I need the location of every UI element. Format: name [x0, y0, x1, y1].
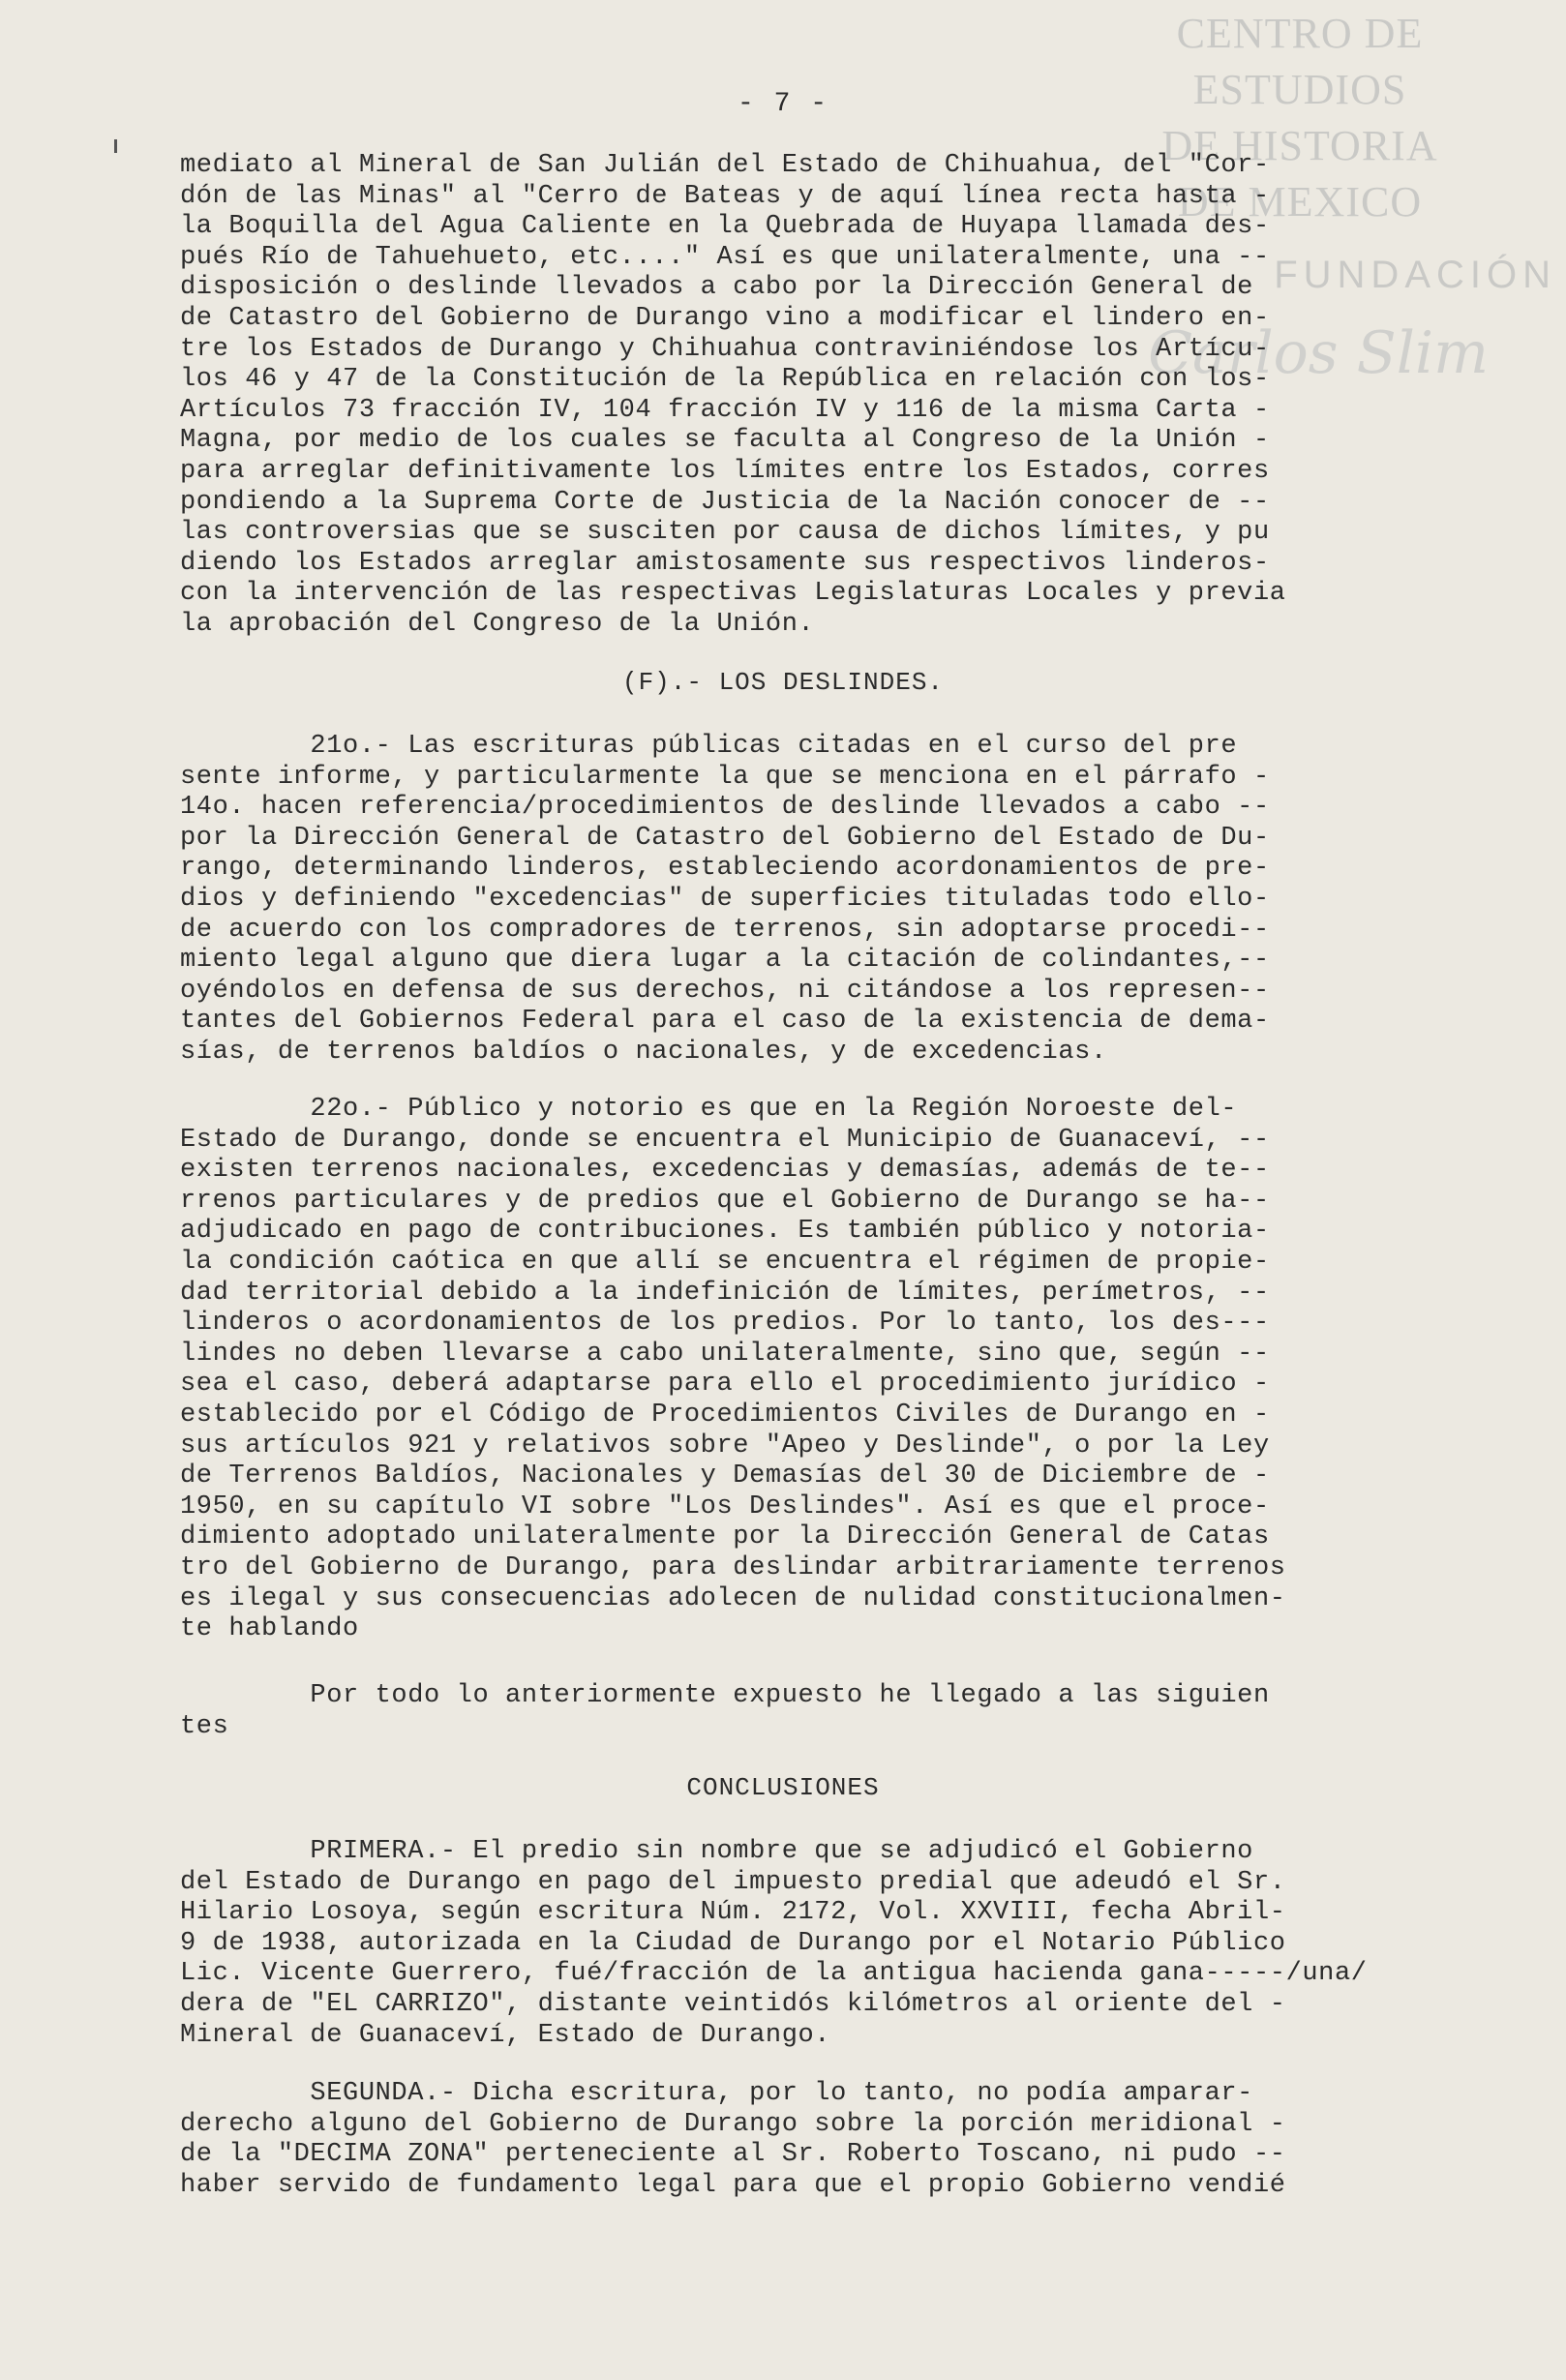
paragraph-conclusion-intro [180, 1681, 1438, 1742]
text-line: tre los Estados de Durango y Chihuahua contraviniéndose los Artícu- [180, 334, 1270, 364]
text-line: tro del Gobierno de Durango, para deslindar arbitrariamente terrenos [180, 1552, 1286, 1582]
text-line: la aprobación del Congreso de la Unión. [180, 609, 815, 639]
text-line: pondiendo a la Suprema Corte de Justicia de la Nación conocer de -- [180, 487, 1270, 517]
watermark-line: DE HISTORIA [1161, 122, 1438, 169]
text-line: PRIMERA.- El predio sin nombre que se adjudicó el Gobierno [180, 1837, 1253, 1866]
text-line: sus artículos 921 y relativos sobre "Apeo y Deslinde", o por la Ley [180, 1431, 1270, 1461]
paragraph-22 [180, 1095, 1438, 1645]
text-line: por la Dirección General de Catastro del Gobierno del Estado de Du- [180, 823, 1270, 853]
text-line: dios y definiendo "excedencias" de superficies tituladas todo ello- [180, 884, 1270, 914]
text-line: dimiento adoptado unilateralmente por la Dirección General de Catas [180, 1522, 1270, 1552]
section-heading-conclusiones: CONCLUSIONES [686, 1773, 880, 1802]
text-line: oyéndolos en defensa de sus derechos, ni citándose a los represen-- [180, 976, 1270, 1006]
text-line: es ilegal y sus consecuencias adolecen de nulidad constitucionalmen- [180, 1583, 1286, 1613]
text-line: de Catastro del Gobierno de Durango vino a modificar el lindero en- [180, 303, 1270, 333]
text-line: para arreglar definitivamente los límites entre los Estados, corres [180, 456, 1270, 486]
text-line: Artículos 73 fracción IV, 104 fracción IV y 116 de la misma Carta - [180, 395, 1270, 425]
paragraph-primera [180, 1837, 1438, 2051]
text-line: adjudicado en pago de contribuciones. Es también público y notoria- [180, 1217, 1270, 1247]
watermark-line: CENTRO DE [1176, 10, 1424, 57]
text-line: 9 de 1938, autorizada en la Ciudad de Durango por el Notario Público [180, 1928, 1286, 1958]
text-line: las controversias que se susciten por causa de dichos límites, y pu [180, 518, 1270, 548]
text-line: sente informe, y particularmente la que se menciona en el párrafo - [180, 762, 1270, 792]
text-line: mediato al Mineral de San Julián del Estado de Chihuahua, del "Cor- [180, 151, 1270, 180]
watermark-line: ESTUDIOS [1192, 66, 1407, 113]
text-line: dera de "EL CARRIZO", distante veintidós kilómetros al oriente del - [180, 1989, 1286, 2019]
text-line: Mineral de Guanaceví, Estado de Durango. [180, 2020, 831, 2050]
text-line: 1950, en su capítulo VI sobre "Los Deslindes". Así es que el proce- [180, 1491, 1270, 1521]
text-line: diendo los Estados arreglar amistosamente sus respectivos linderos- [180, 548, 1270, 578]
text-line: disposición o deslinde llevados a cabo por la Dirección General de [180, 273, 1253, 303]
text-line: SEGUNDA.- Dicha escritura, por lo tanto, no podía amparar- [180, 2079, 1253, 2108]
text-line: te hablando [180, 1614, 359, 1644]
text-line: existen terrenos nacionales, excedencias y demasías, además de te-- [180, 1156, 1270, 1186]
text-line: Estado de Durango, donde se encuentra el Municipio de Guanaceví, -- [180, 1125, 1270, 1155]
watermark-line: DE MEXICO [1177, 178, 1423, 226]
text-line: la condición caótica en que allí se encuentra el régimen de propie- [180, 1247, 1270, 1277]
paragraph-21 [180, 732, 1438, 1069]
text-line: Lic. Vicente Guerrero, fué/fracción de la antigua hacienda gana-----/una/ [180, 1959, 1368, 1989]
text-line: linderos o acordonamientos de los predios. Por lo tanto, los des--- [180, 1309, 1270, 1339]
text-line: de Terrenos Baldíos, Nacionales y Demasías del 30 de Diciembre de - [180, 1461, 1270, 1491]
text-line: dón de las Minas" al "Cerro de Bateas y de aquí línea recta hasta - [180, 181, 1270, 211]
section-heading-deslindes: (F).- LOS DESLINDES. [621, 668, 945, 697]
watermark-fundacion: FUNDACIÓN [1274, 254, 1556, 296]
text-line: de acuerdo con los compradores de terrenos, sin adoptarse procedi-- [180, 915, 1270, 945]
margin-tick [114, 139, 117, 153]
page-number: - 7 - [738, 89, 829, 119]
watermark-signature: Carlos Slim [1148, 319, 1489, 387]
paragraph-segunda [180, 2079, 1438, 2201]
text-line: los 46 y 47 de la Constitución de la República en relación con los- [180, 365, 1270, 395]
text-line: pués Río de Tahuehueto, etc...." Así es que unilateralmente, una -- [180, 242, 1270, 272]
text-line: con la intervención de las respectivas Legislaturas Locales y previa [180, 579, 1286, 609]
text-line: lindes no deben llevarse a cabo unilateralmente, sino que, según -- [180, 1339, 1270, 1369]
text-line: rango, determinando linderos, estableciendo acordonamientos de pre- [180, 854, 1270, 884]
text-line: Hilario Losoya, según escritura Núm. 2172, Vol. XXVIII, fecha Abril- [180, 1898, 1286, 1928]
text-line: derecho alguno del Gobierno de Durango sobre la porción meridional - [180, 2109, 1286, 2139]
text-line: 22o.- Público y notorio es que en la Región Noroeste del- [180, 1095, 1238, 1124]
paragraph-limits [180, 151, 1438, 641]
text-line: rrenos particulares y de predios que el Gobierno de Durango se ha-- [180, 1186, 1270, 1216]
text-line: del Estado de Durango en pago del impuesto predial que adeudó el Sr. [180, 1867, 1286, 1897]
text-line: Magna, por medio de los cuales se faculta al Congreso de la Unión - [180, 426, 1270, 456]
text-line: miento legal alguno que diera lugar a la citación de colindantes,-- [180, 946, 1270, 976]
text-line: sías, de terrenos baldíos o nacionales, y de excedencias. [180, 1037, 1107, 1067]
text-line: 14o. hacen referencia/procedimientos de deslinde llevados a cabo -- [180, 793, 1270, 823]
text-line: haber servido de fundamento legal para que el propio Gobierno vendié [180, 2170, 1286, 2200]
text-line: de la "DECIMA ZONA" perteneciente al Sr. Roberto Toscano, ni pudo -- [180, 2140, 1286, 2170]
text-line: sea el caso, deberá adaptarse para ello el procedimiento jurídico - [180, 1370, 1270, 1400]
text-line: Por todo lo anteriormente expuesto he llegado a las siguien [180, 1681, 1270, 1710]
text-line: tes [180, 1711, 229, 1741]
text-line: la Boquilla del Agua Caliente en la Quebrada de Huyapa llamada des- [180, 212, 1270, 242]
text-line: establecido por el Código de Procedimientos Civiles de Durango en - [180, 1400, 1270, 1430]
text-line: dad territorial debido a la indefinición de límites, perímetros, -- [180, 1278, 1270, 1308]
text-line: 21o.- Las escrituras públicas citadas en el curso del pre [180, 732, 1238, 761]
text-line: tantes del Gobiernos Federal para el caso de la existencia de dema- [180, 1007, 1270, 1037]
